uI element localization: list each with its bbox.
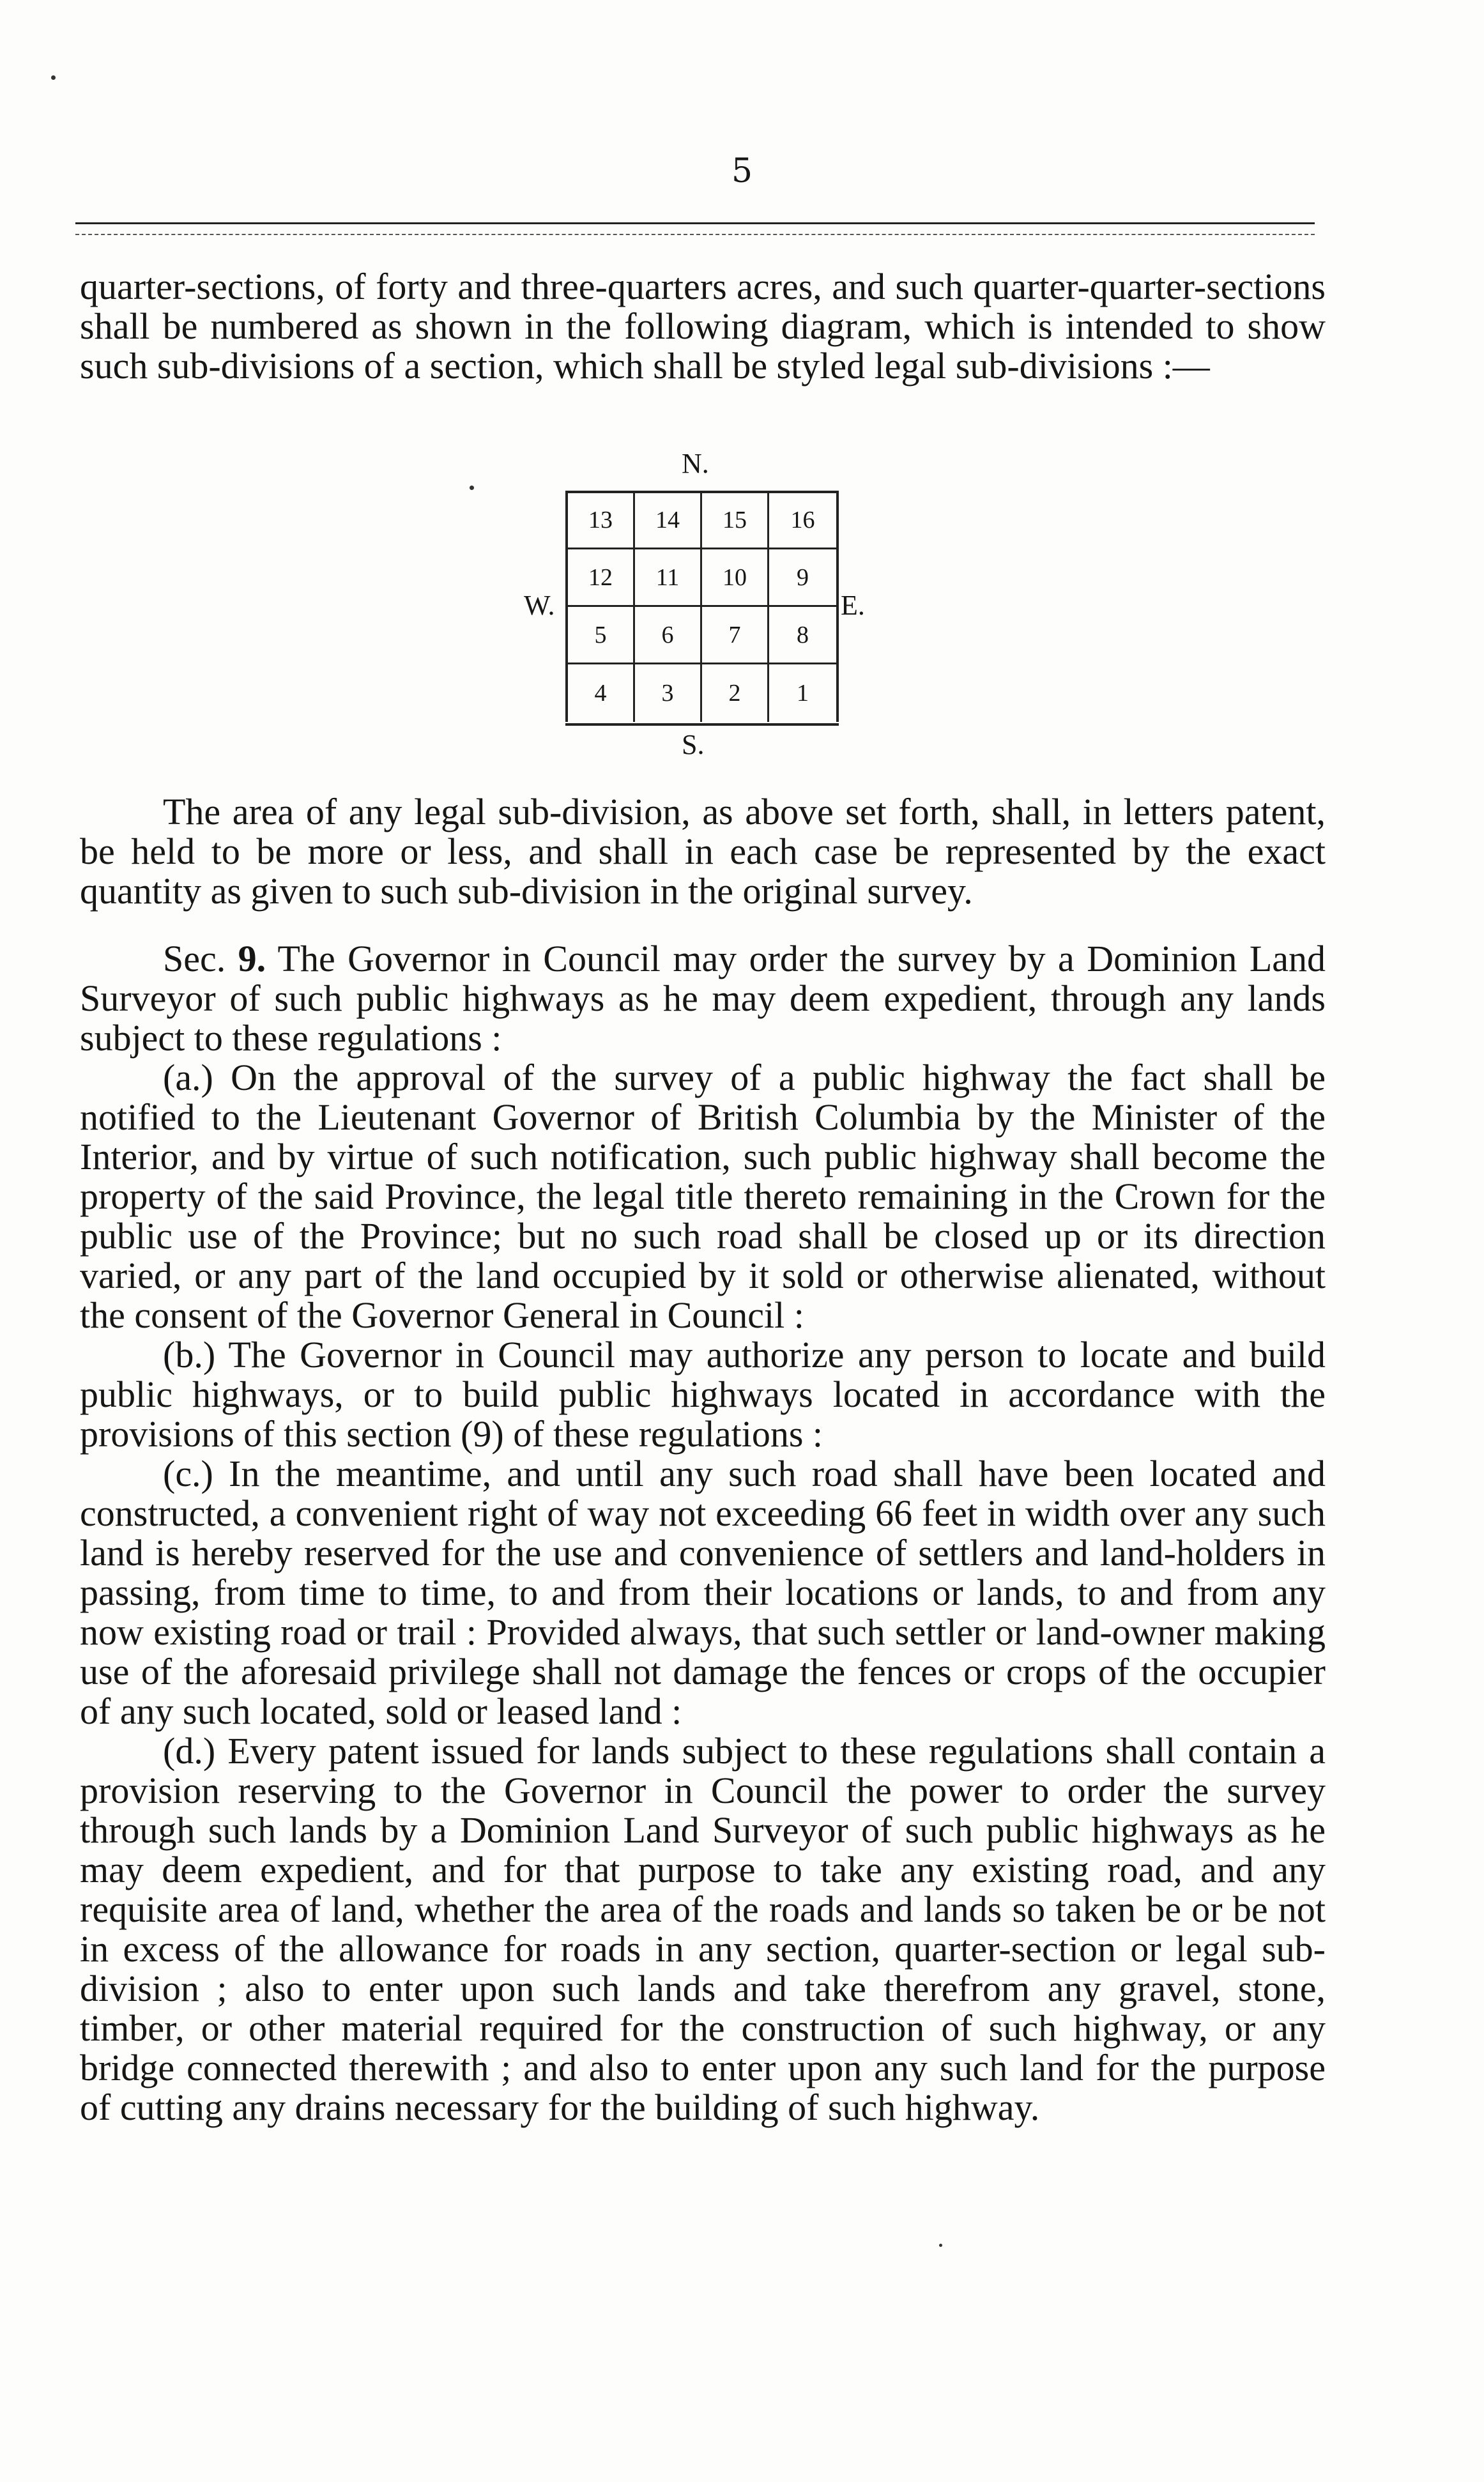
area-block bbox=[80, 792, 1326, 911]
intro-block bbox=[80, 267, 1326, 386]
stray-mark bbox=[939, 2244, 942, 2247]
grid-cell: 9 bbox=[769, 549, 836, 607]
section-number: 9. bbox=[238, 938, 266, 979]
clause-text: In the meantime, and until any such road shall have been located and constructed, a convenient right of way not exceeding 66 feet in width over any such land is hereby reserved for the use and convenience of settlers and land-holders in passing, from time to time, to and from their locations or lands, to and from any now existing road or trail : Provided always, that such settler or land-owner making use of the aforesaid privilege shall not damage the fences or crops of the occupier of any such located, sold or leased land : bbox=[80, 1453, 1326, 1732]
header-rule-top bbox=[75, 222, 1315, 224]
grid-cell: 7 bbox=[702, 607, 769, 664]
grid-cell: 6 bbox=[635, 607, 702, 664]
section-text: The Governor in Council may order the survey by a Dominion Land Surveyor of such public highways as he may deem expedient, through any lands subject to these regulations : bbox=[80, 938, 1326, 1059]
clause-label: (a.) bbox=[163, 1057, 213, 1098]
clause-text: The Governor in Council may authorize any person to locate and build public highways, or to build public highways located in accordance with the provisions of this section (9) of these regulations : bbox=[80, 1334, 1326, 1455]
clause-text: On the approval of the survey of a public highway the fact shall be notified to the Lieutenant Governor of British Columbia by the Minister of the Interior, and by virtue of such notification, such public highway shall become the property of the said Province, the legal title thereto remaining in the Crown for the public use of the Province; but no such road shall be closed up or its direction varied, or any part of the land occupied by it sold or otherwise alienated, without the consent of the Governor General in Council : bbox=[80, 1057, 1326, 1336]
section-9-paragraph bbox=[80, 939, 1326, 1058]
intro-paragraph: quarter-sections, of forty and three-quarters acres, and such quarter-quarter-sections shall be numbered as shown in the following diagram, which is intended to show such sub-divisions of a section, which shall be styled legal sub-divisions :— bbox=[80, 266, 1326, 387]
page-number: 5 bbox=[731, 152, 753, 190]
clause-label: (c.) bbox=[163, 1453, 213, 1494]
diagram-west-label: W. bbox=[524, 590, 555, 621]
section-block bbox=[80, 939, 1326, 2127]
grid-cell: 10 bbox=[702, 549, 769, 607]
stray-mark bbox=[470, 486, 474, 490]
grid-cell: 12 bbox=[568, 549, 635, 607]
grid-cell: 16 bbox=[769, 492, 836, 549]
area-paragraph: The area of any legal sub-division, as above set forth, shall, in letters patent, be held to be more or less, and shall in each case be represented by the exact quantity as given to such sub-division in the original survey. bbox=[80, 791, 1326, 912]
grid-cell: 13 bbox=[568, 492, 635, 549]
diagram-north-label: N. bbox=[682, 448, 709, 479]
diagram-south-label: S. bbox=[682, 729, 705, 760]
grid-cell: 3 bbox=[635, 664, 702, 722]
clause-b bbox=[80, 1335, 1326, 1454]
header-rule-bottom bbox=[75, 234, 1315, 235]
grid-cell: 14 bbox=[635, 492, 702, 549]
clause-d bbox=[80, 1731, 1326, 2127]
clause-a bbox=[80, 1058, 1326, 1335]
clause-label: (b.) bbox=[163, 1334, 216, 1375]
subdivision-grid bbox=[565, 492, 839, 722]
grid-cell: 1 bbox=[797, 680, 809, 707]
clause-label: (d.) bbox=[163, 1730, 216, 1772]
diagram-east-label: E. bbox=[841, 590, 865, 621]
grid-cell: 11 bbox=[635, 549, 702, 607]
grid-cell: 5 bbox=[568, 607, 635, 664]
section-prefix: Sec. bbox=[163, 938, 226, 979]
diagram-bottom-rule bbox=[565, 723, 839, 726]
clause-text: Every patent issued for lands subject to these regulations shall contain a provision reserving to the Governor in Council the power to order the survey through such lands by a Dominion Land Surveyor of such public highways as he may deem expedient, and for that purpose to take any existing road, and any requisite area of land, whether the area of the roads and lands so taken be or be not in excess of the allowance for roads in any section, quarter-section or legal sub-division ; also to enter upon such lands and take therefrom any gravel, stone, timber, or other material required for the construction of such highway, or any bridge connected therewith ; and also to enter upon any such land for the purpose of cutting any drains necessary for the building of such highway. bbox=[80, 1730, 1326, 2128]
grid-cell: 4 bbox=[568, 664, 635, 722]
clause-c bbox=[80, 1454, 1326, 1731]
stray-mark bbox=[51, 75, 56, 80]
grid-cell: 15 bbox=[702, 492, 769, 549]
grid-cell: 8 bbox=[769, 607, 836, 664]
grid-cell: 2 bbox=[702, 664, 769, 722]
